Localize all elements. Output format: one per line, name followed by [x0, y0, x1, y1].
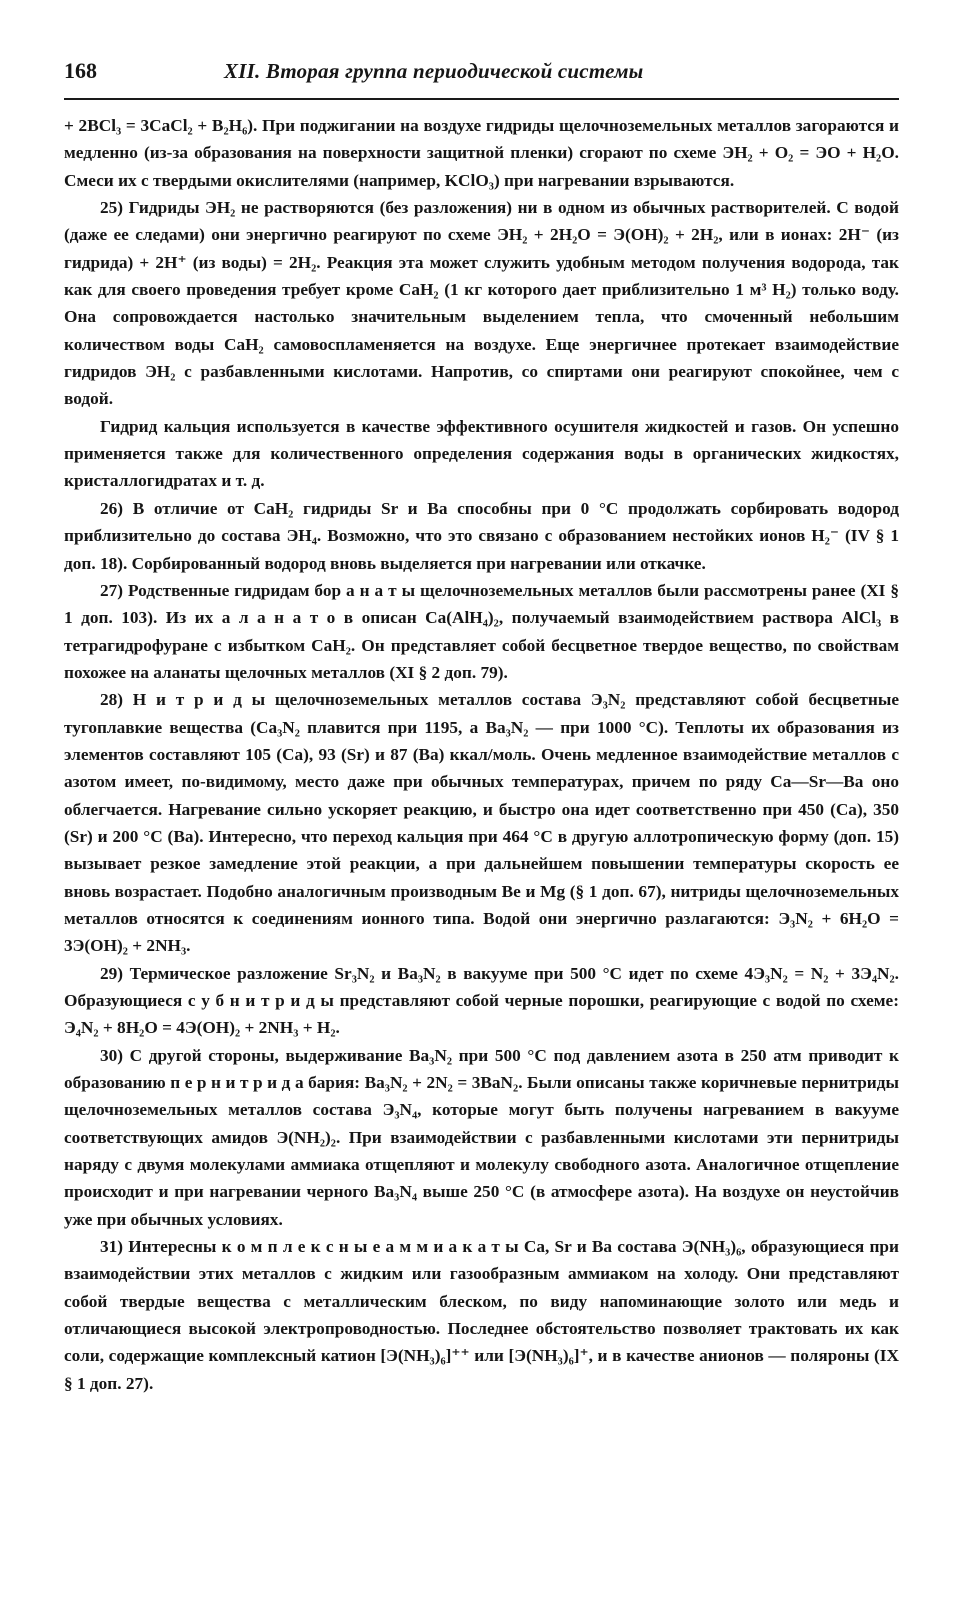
note-25: 25) Гидриды ЭH₂ не растворяются (без разложения) ни в одном из обычных растворителей. С водой (даже ее следами) они энергично реагируют по схеме ЭH₂ + 2H₂O = Э(OH)₂ + 2H₂, или в ионах: 2H⁻ (из гидрида) + 2H⁺ (из воды) = 2H₂. Реакция эта может служить удобным методом получения водорода, так как для своего проведения требует кроме CaH₂ (1 кг которого дает приблизительно 1 м³ H₂) только воду. Она сопровождается настолько значительным выделением тепла, что смоченный небольшим количеством воды CaH₂ самовоспламеняется на воздухе. Еще энергичнее протекает взаимодействие гидридов ЭH₂ с разбавленными кислотами. Напротив, со спиртами они реагируют спокойнее, чем с водой. [64, 198, 899, 409]
paragraph-continuation: + 2BCl₃ = 3CaCl₂ + B₂H₆). При поджигании на воздухе гидриды щелочноземельных металлов загораются и медленно (из-за образования на поверхности защитной пленки) сгорают по схеме ЭH₂ + O₂ = ЭO + H₂O. Смеси их с твердыми окислителями (например, KClO₃) при нагревании взрываются. [64, 116, 899, 190]
running-header [64, 58, 899, 100]
note-28: 28) Н и т р и д ы щелочноземельных металлов состава Э₃N₂ представляют собой бесцветные тугоплавкие вещества (Ca₃N₂ плавится при 1195, а Ba₃N₂ — при 1000 °C). Теплоты их образования из элементов составляют 105 (Ca), 93 (Sr) и 87 (Ba) ккал/моль. Очень медленное взаимодействие металлов с азотом имеет, по-видимому, место даже при обычных температурах, причем по ряду Ca—Sr—Ba оно облегчается. Нагревание сильно ускоряет реакцию, и быстро она идет соответственно при 450 (Ca), 350 (Sr) и 200 °C (Ba). Интересно, что переход кальция при 464 °C в другую аллотропическую форму (доп. 15) вызывает резкое замедление этой реакции, а при дальнейшем повышении температуры скорость ее вновь возрастает. Подобно аналогичным производным Be и Mg (§ 1 доп. 67), нитриды щелочноземельных металлов относятся к соединениям ионного типа. Водой они энергично разлагаются: Э₃N₂ + 6H₂O = 3Э(OH)₂ + 2NH₃. [64, 690, 899, 956]
note-30: 30) С другой стороны, выдерживание Ba₃N₂ при 500 °C под давлением азота в 250 атм приводит к образованию п е р н и т р и д а бария: Ba₃N₂ + 2N₂ = 3BaN₂. Были описаны также коричневые пернитриды щелочноземельных металлов состава Э₃N₄, которые могут быть получены нагреванием в вакууме соответствующих амидов Э(NH₂)₂. При взаимодействии с разбавленными кислотами эти пернитриды наряду с двумя молекулами аммиака отщепляют и молекулу свободного азота. Аналогичное отщепление происходит и при нагревании черного Ba₃N₄ выше 250 °C (в атмосфере азота). На воздухе он неустойчив уже при обычных условиях. [64, 1045, 899, 1229]
note-27: 27) Родственные гидридам бор а н а т ы щелочноземельных металлов были рассмотрены ранее (XI § 1 доп. 103). Из их а л а н а т о в описан Ca(AlH₄)₂, получаемый взаимодействием раствора AlCl₃ в тетрагидрофуране с избытком CaH₂. Он представляет собой бесцветное твердое вещество, по свойствам похожее на аланаты щелочных металлов (XI § 2 доп. 79). [64, 580, 899, 682]
note-25-continued: Гидрид кальция используется в качестве эффективного осушителя жидкостей и газов. Он успешно применяется также для количественного определения содержания воды в органических жидкостях, кристаллогидратах и т. д. [64, 416, 899, 491]
note-29: 29) Термическое разложение Sr₃N₂ и Ba₃N₂ в вакууме при 500 °C идет по схеме 4Э₃N₂ = N₂ + 3Э₄N₂. Образующиеся с у б н и т р и д ы представляют собой черные порошки, реагирующие с водой по схеме: Э₄N₂ + 8H₂O = 4Э(OH)₂ + 2NH₃ + H₂. [64, 963, 899, 1038]
chapter-title: XII. Вторая группа периодической системы [224, 59, 644, 83]
note-26: 26) В отличие от CaH₂ гидриды Sr и Ba способны при 0 °C продолжать сорбировать водород приблизительно до состава ЭH₄. Возможно, что это связано с образованием нестойких ионов H₂⁻ (IV § 1 доп. 18). Сорбированный водород вновь выделяется при нагревании или откачке. [64, 498, 899, 573]
note-31: 31) Интересны к о м п л е к с н ы е а м м и а к а т ы Ca, Sr и Ba состава Э(NH₃)₆, образующиеся при взаимодействии этих металлов с жидким или газообразным аммиаком на холоду. Они представляют собой твердые вещества с металлическим блеском, по виду напоминающие золото или медь и отличающиеся высокой электропроводностью. Последнее обстоятельство позволяет трактовать их как соли, содержащие комплексный катион [Э(NH₃)₆]⁺⁺ или [Э(NH₃)₆]⁺, и в качестве анионов — поляроны (IX § 1 доп. 27). [64, 1237, 899, 1393]
body-text [64, 112, 899, 1397]
page-number: 168 [64, 58, 97, 83]
